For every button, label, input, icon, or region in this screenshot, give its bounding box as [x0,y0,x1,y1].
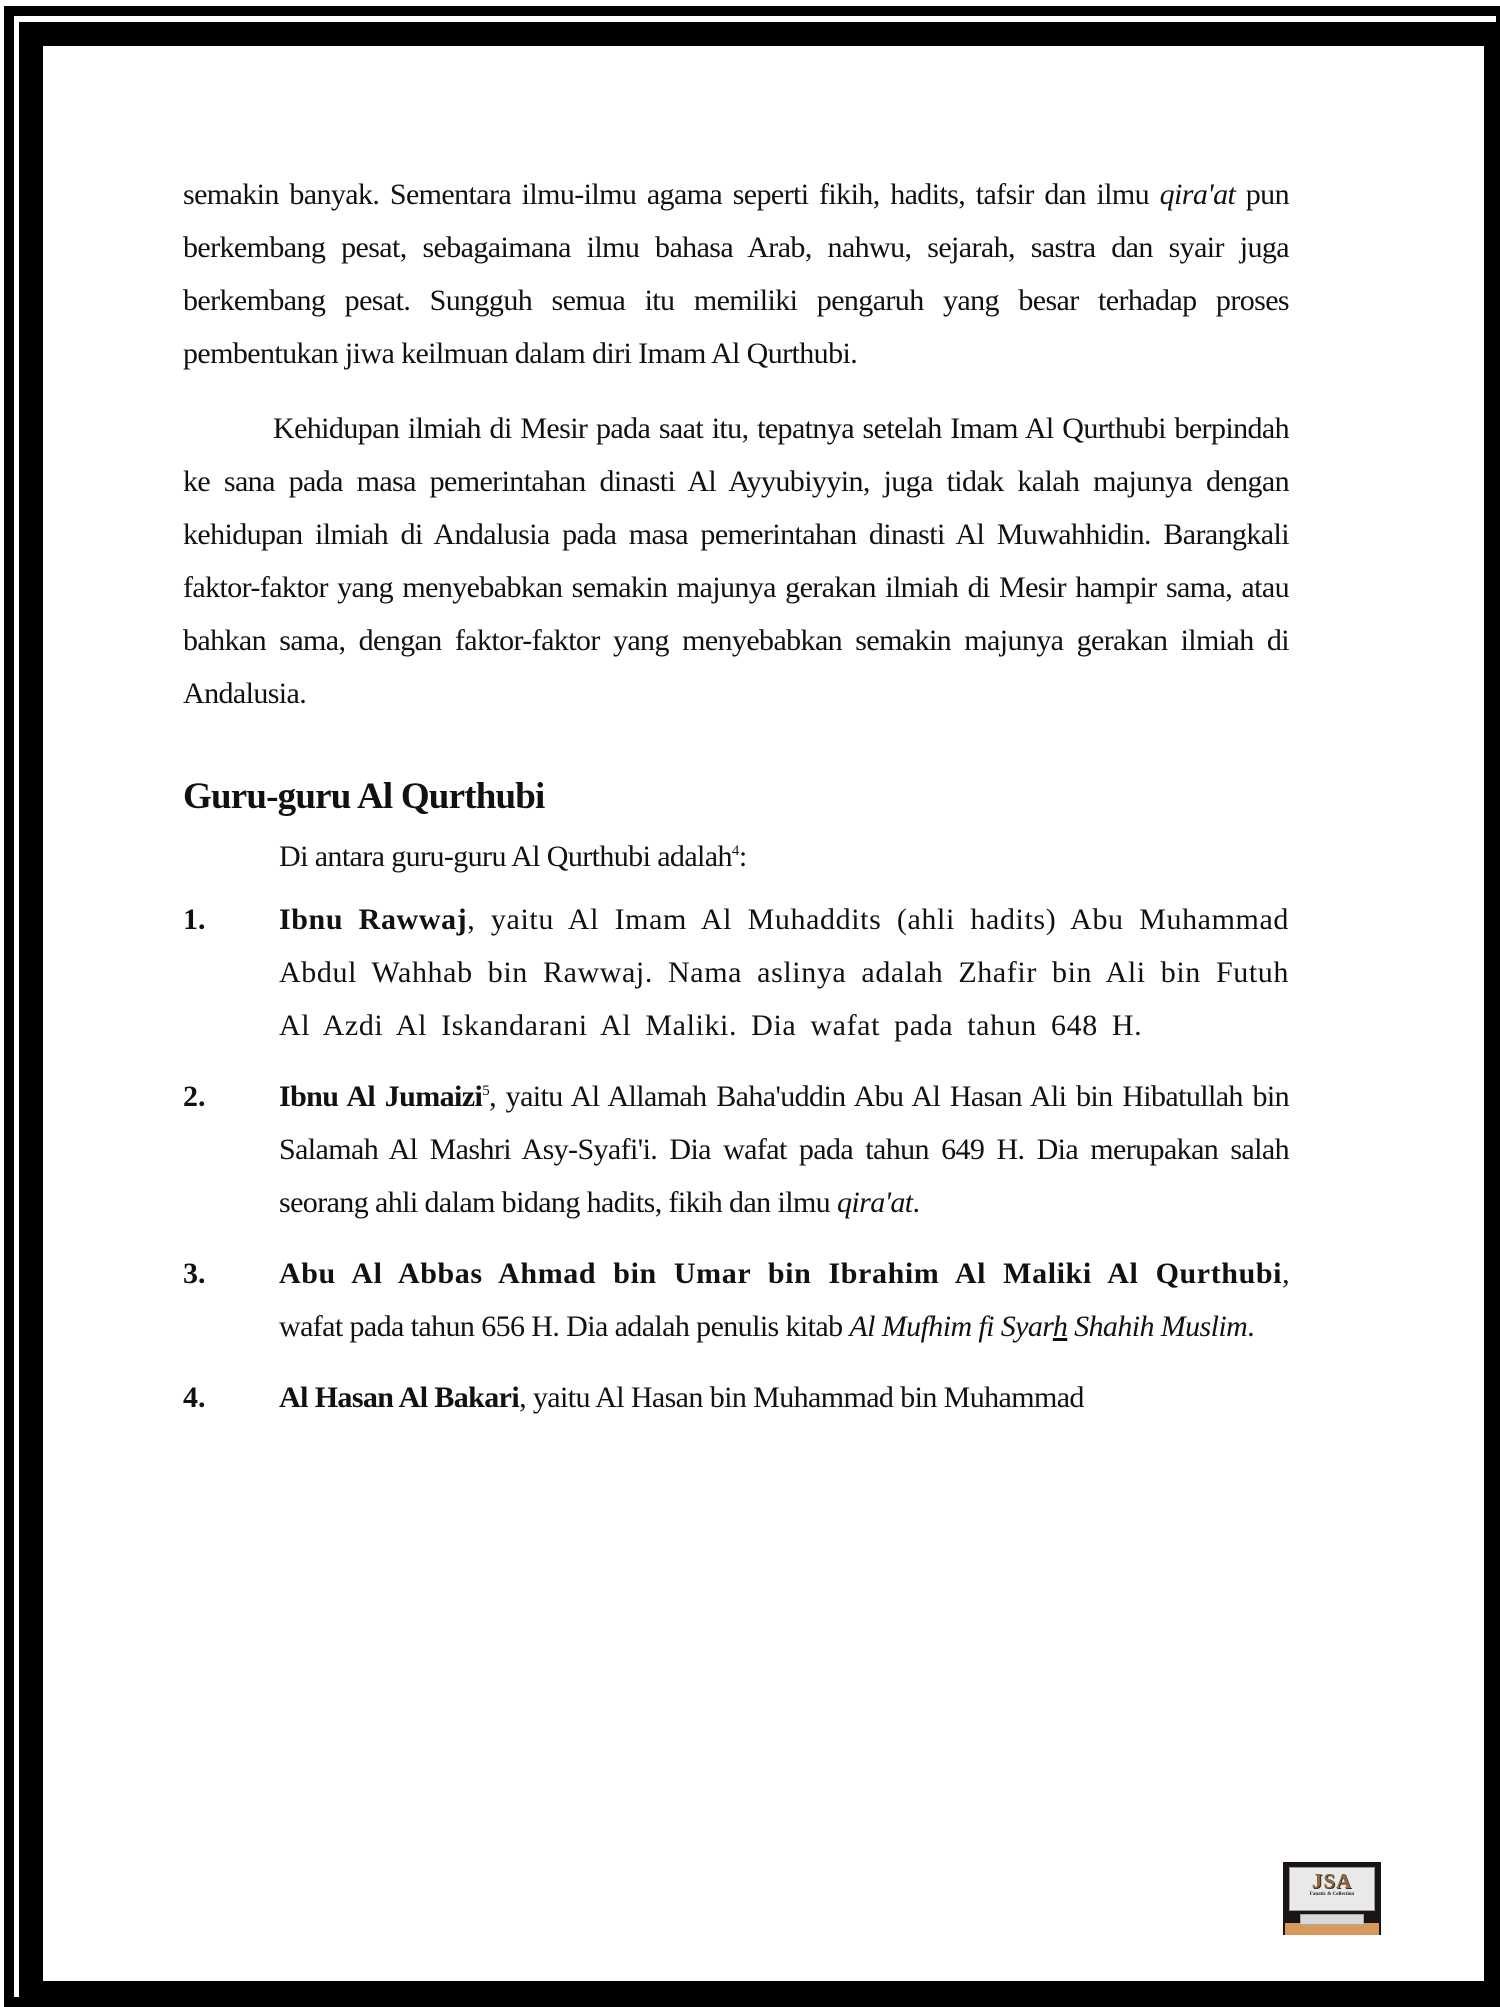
jsa-logo [1283,1862,1381,1935]
list-item: 2. Ibnu Al Jumaizi$^5$, yaitu Al Allamah Baha'uddin Abu Al Hasan Ali bin Hibatullah bin Salamah Al Mashri Asy-Syafi'i. Dia wafat pada tahun 649 H. Dia merupakan salah seorang ahli dalam bidang hadits, fikih dan ilmu qira'at. [183,1070,1289,1229]
list-number: 4. [183,1381,206,1414]
teachers-list [183,893,1289,1424]
list-item: 4. Al Hasan Al Bakari, yaitu Al Hasan bin Muhammad bin Muhammad [183,1371,1289,1424]
document-page [183,168,1289,1442]
teacher-name: Ibnu Rawwaj [279,903,468,936]
monitor-icon: JSA Fanatic & Collection [1289,1867,1375,1911]
teacher-name: Abu Al Abbas Ahmad bin Umar bin Ibrahim Al Maliki Al Qurthubi [279,1257,1283,1290]
section-heading: Guru-guru Al Qurthubi [183,776,545,817]
term-qiraat: qira'at [1159,178,1236,211]
teacher-name: Al Hasan Al Bakari [279,1381,520,1414]
teacher-name: Ibnu Al Jumaizi [279,1080,483,1113]
section-intro: Di antara guru-guru Al Qurthubi adalah$^4$: [279,840,747,873]
footnote-ref[interactable]: 5 [482,1083,490,1099]
list-number: 2. [183,1080,206,1113]
list-number: 3. [183,1257,206,1290]
footnote-ref[interactable]: 4 [731,843,739,859]
paragraph-1: semakin banyak. Sementara ilmu-ilmu agama seperti fikih, hadits, tafsir dan ilmu qira'at pun berkembang pesat, sebagaimana ilmu bahasa Arab, nahwu, sejarah, sastra dan syair juga berkembang pesat. Sungguh semua itu memiliki pengaruh yang besar terhadap proses pembentukan jiwa keilmuan dalam diri Imam Al Qurthubi. [183,178,1289,370]
list-number: 1. [183,903,206,936]
keyboard-icon [1300,1914,1364,1925]
book-title: Al Mufhim fi Syarh Shahih Muslim [849,1310,1248,1343]
paragraph-2: Kehidupan ilmiah di Mesir pada saat itu, tepatnya setelah Imam Al Qurthubi berpindah ke sana pada masa pemerintahan dinasti Al Ayyubiyyin, juga tidak kalah majunya dengan kehidupan ilmiah di Andalusia pada masa pemerintahan dinasti Al Muwahhidin. Barangkali faktor-faktor yang menyebabkan semakin majunya gerakan ilmiah di Mesir hampir sama, atau bahkan sama, dengan faktor-faktor yang menyebabkan semakin majunya gerakan ilmiah di Andalusia. [183,412,1289,710]
list-item: 3. Abu Al Abbas Ahmad bin Umar bin Ibrahim Al Maliki Al Qurthubi, wafat pada tahun 656 H. Dia adalah penulis kitab Al Mufhim fi Syarh Shahih Muslim. [183,1247,1289,1353]
list-item: 1. Ibnu Rawwaj, yaitu Al Imam Al Muhaddits (ahli hadits) Abu Muhammad Abdul Wahhab bin Rawwaj. Nama aslinya adalah Zhafir bin Ali bin Futuh Al Azdi Al Iskandarani Al Maliki. Dia wafat pada tahun 648 H. [183,893,1289,1052]
